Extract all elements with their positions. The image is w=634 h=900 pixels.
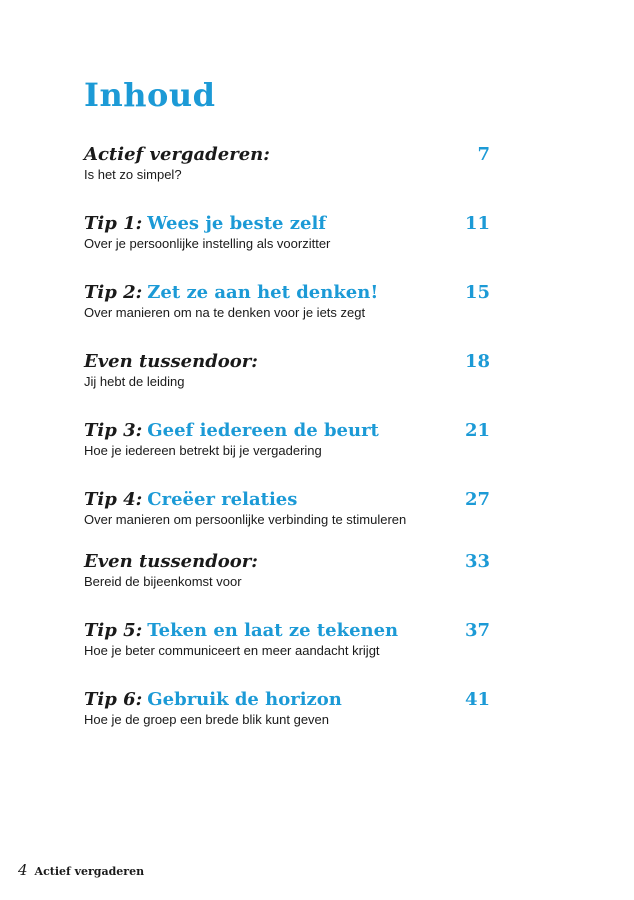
toc-entry-tip-5[interactable]: [84, 619, 490, 660]
footer-page-number: 4: [18, 861, 28, 879]
toc-entry-prefix: Tip 3:: [84, 420, 143, 441]
toc-entry-page: 27: [464, 489, 490, 510]
toc-entry-tip-6[interactable]: [84, 688, 490, 729]
page-footer: [18, 861, 144, 879]
toc-entry-name: Zet ze aan het denken!: [147, 282, 379, 303]
toc-entry-subtitle: Hoe je iedereen betrekt bij je vergadering: [84, 443, 322, 458]
toc-entry-title: [84, 212, 326, 235]
toc-entry-page: 37: [464, 620, 490, 641]
toc-entry-name: Gebruik de horizon: [147, 689, 342, 710]
toc-entry-page: 11: [464, 213, 490, 234]
toc-entry-prefix: Tip 1:: [84, 213, 143, 234]
toc-entry-subtitle: Jij hebt de leiding: [84, 374, 185, 389]
toc-entry-page: 33: [464, 551, 490, 572]
toc-entry-page: 7: [477, 144, 490, 165]
toc-entry-page: 21: [464, 420, 490, 441]
toc-entry-page: 41: [464, 689, 490, 710]
toc-entry-prefix: Even tussendoor:: [84, 551, 258, 572]
toc-entry-tip-2[interactable]: [84, 281, 490, 322]
toc-entry-title: [84, 550, 258, 573]
toc-entry-intro[interactable]: [84, 143, 490, 184]
toc-entry-title: [84, 488, 297, 511]
toc-entry-subtitle: Hoe je de groep een brede blik kunt geven: [84, 712, 330, 727]
toc-entry-prefix: Even tussendoor:: [84, 351, 258, 372]
toc-entry-title: [84, 619, 398, 642]
toc-entry-name: Geef iedereen de beurt: [147, 420, 379, 441]
toc-entry-title: [84, 419, 379, 442]
toc-entry-name: Creëer relaties: [147, 489, 298, 510]
toc-entry-subtitle: Over manieren om na te denken voor je iets zegt: [84, 305, 366, 320]
toc-entry-name: Wees je beste zelf: [147, 213, 327, 234]
toc-entry-page: 18: [464, 351, 490, 372]
toc-entry-title: [84, 143, 270, 166]
page-title: Inhoud: [84, 76, 216, 114]
toc-entry-tip-4[interactable]: [84, 488, 490, 529]
toc-entry-interlude-2[interactable]: [84, 550, 490, 591]
toc-entry-subtitle: Is het zo simpel?: [84, 167, 182, 182]
toc-entry-name: Teken en laat ze tekenen: [147, 620, 399, 641]
toc-entry-subtitle: Hoe je beter communiceert en meer aandacht krijgt: [84, 643, 380, 658]
toc-entry-title: [84, 350, 258, 373]
toc-entry-subtitle: Over je persoonlijke instelling als voorzitter: [84, 236, 331, 251]
toc-entry-prefix: Tip 4:: [84, 489, 143, 510]
toc-entry-prefix: Tip 2:: [84, 282, 143, 303]
footer-book-title: Actief vergaderen: [34, 865, 145, 878]
toc-entry-prefix: Tip 5:: [84, 620, 143, 641]
toc-entry-title: [84, 688, 342, 711]
toc-entry-title: [84, 281, 378, 304]
toc-entry-interlude-1[interactable]: [84, 350, 490, 391]
toc-entry-prefix: Tip 6:: [84, 689, 143, 710]
toc-entry-prefix: Actief vergaderen:: [84, 144, 270, 165]
toc-entry-subtitle: Over manieren om persoonlijke verbinding te stimuleren: [84, 512, 407, 527]
toc-entry-tip-1[interactable]: [84, 212, 490, 253]
toc-entry-subtitle: Bereid de bijeenkomst voor: [84, 574, 242, 589]
toc-entry-tip-3[interactable]: [84, 419, 490, 460]
toc-entry-page: 15: [464, 282, 490, 303]
